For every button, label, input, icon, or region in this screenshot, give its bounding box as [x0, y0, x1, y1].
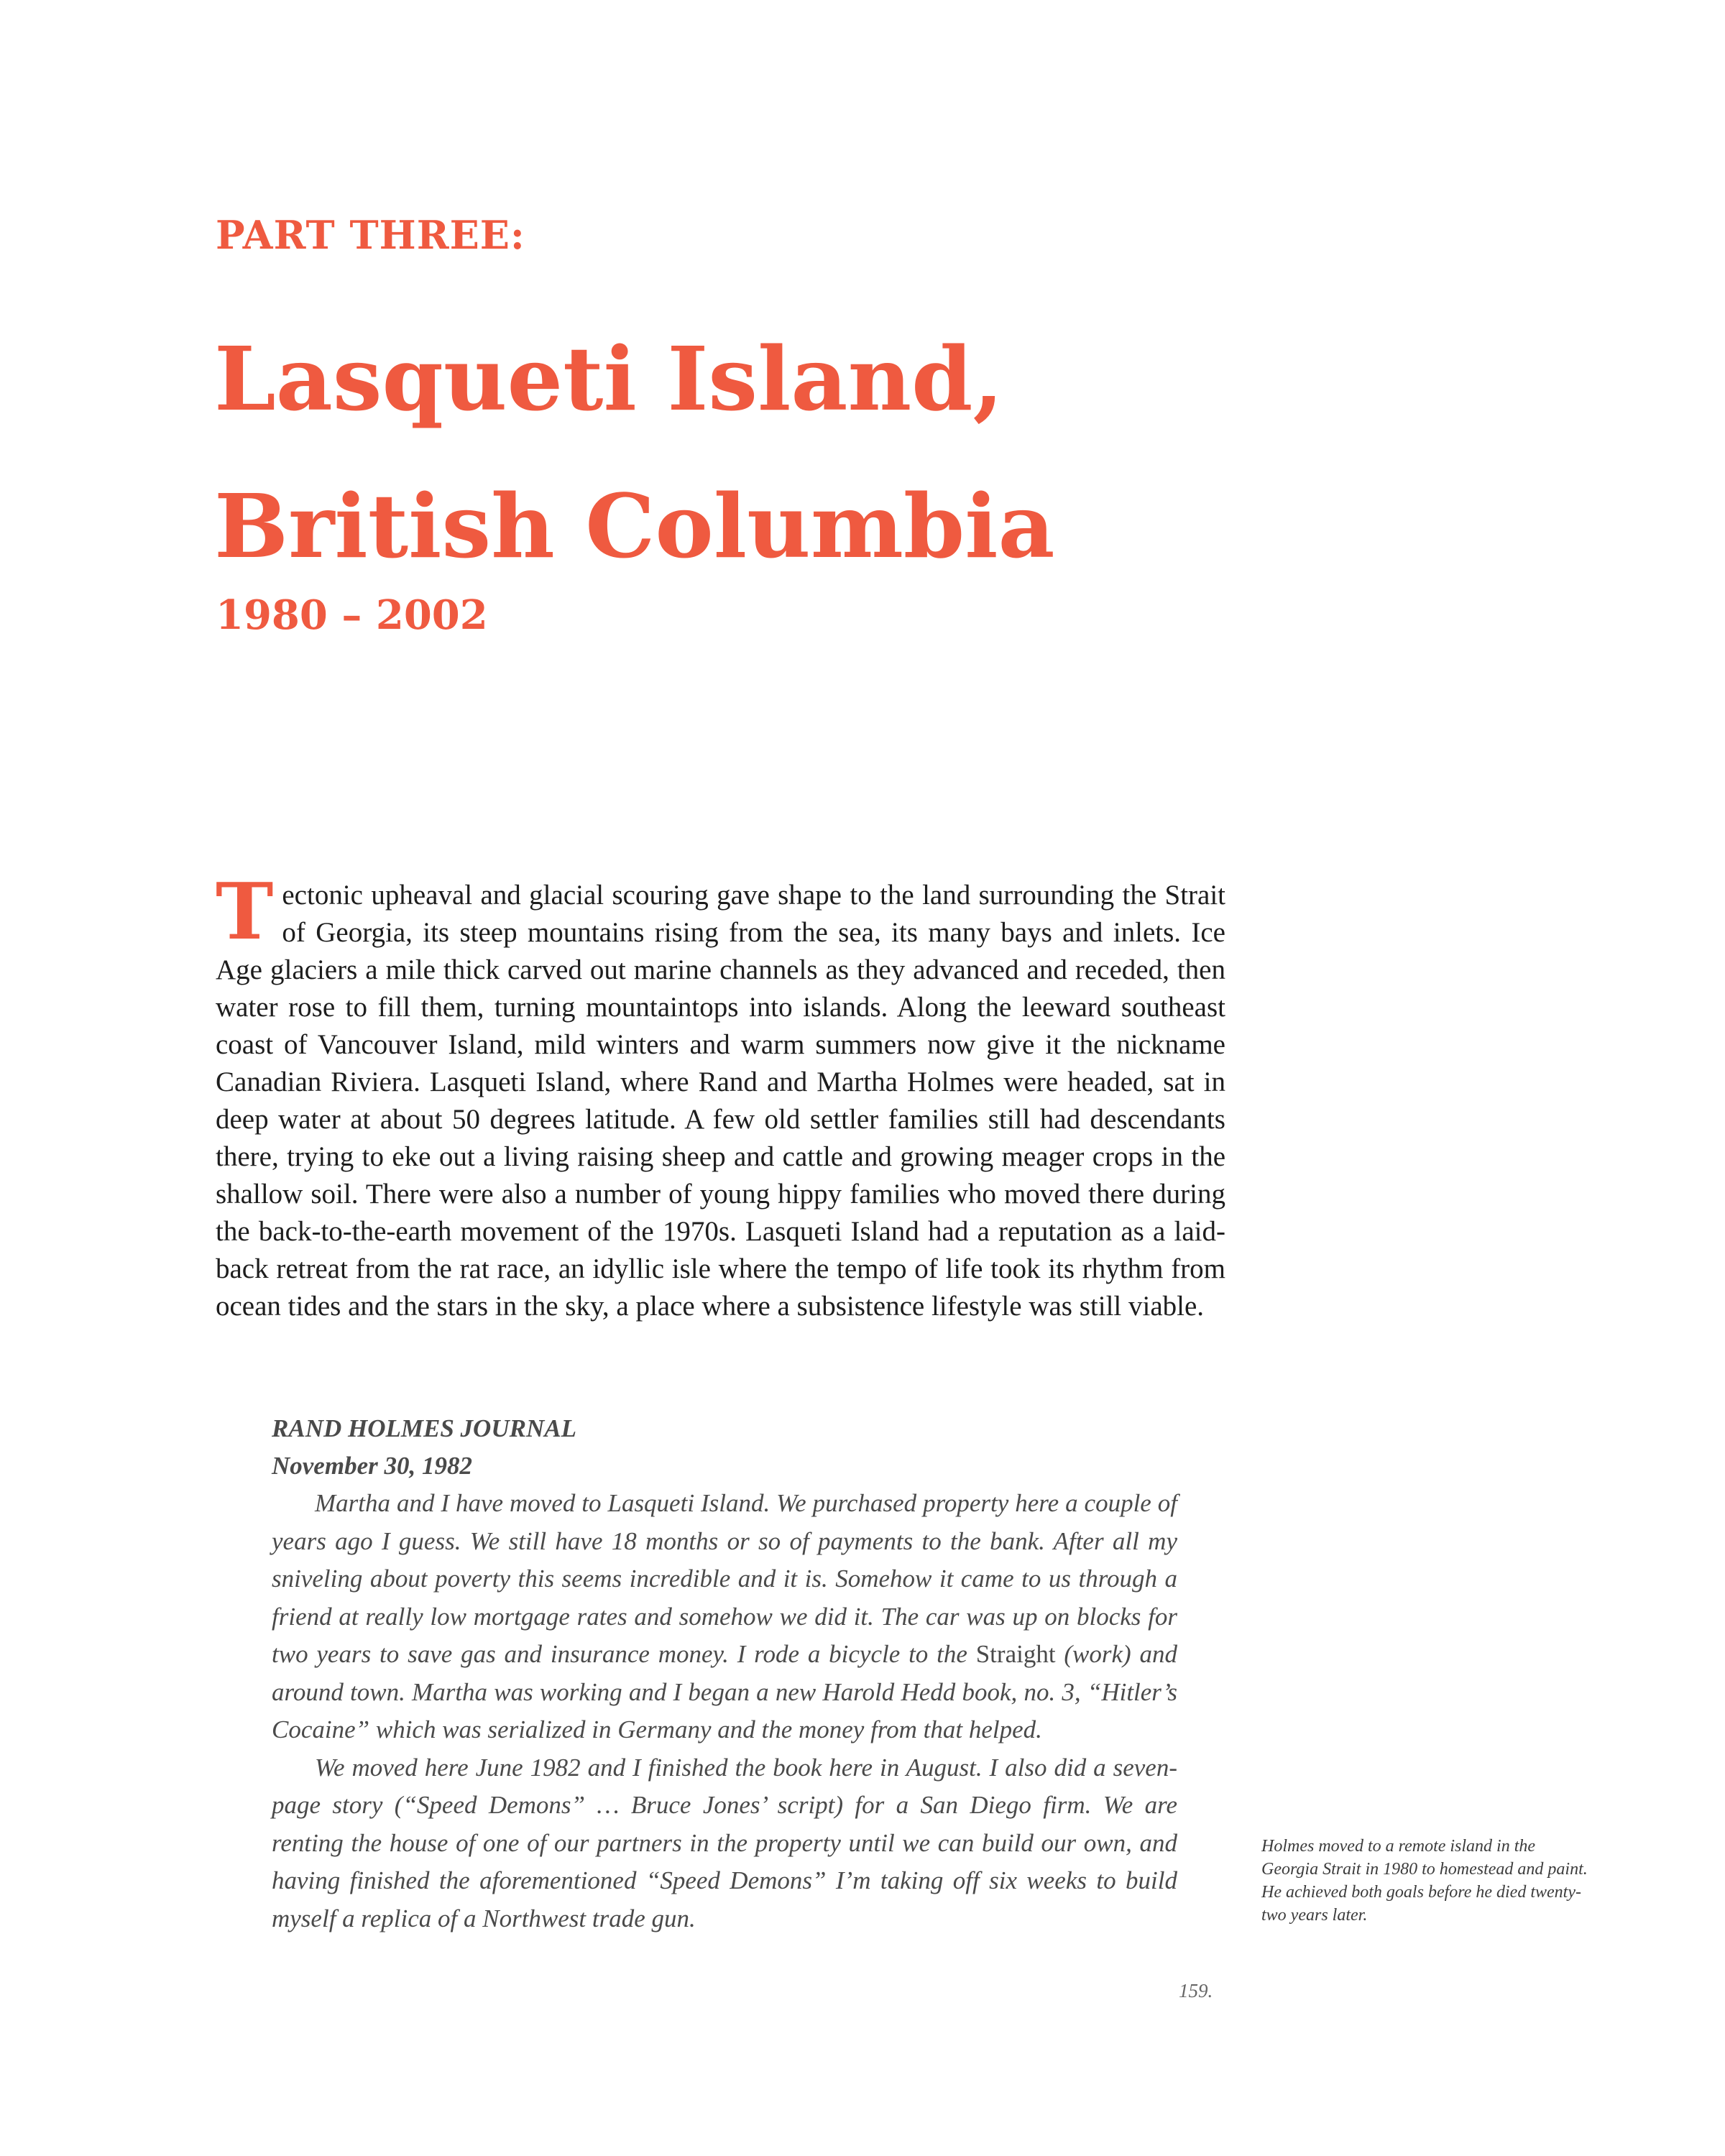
- intro-paragraph: [216, 867, 1225, 1325]
- journal-p1-text-b: (work) and around town. Martha was working and I began a new Harold Hedd book, no. 3, “Hitler’s Cocaine” which was serialized in Germany and the money from that helped.: [272, 1640, 1178, 1743]
- chapter-title-line-1: Lasqueti Island,: [214, 327, 1003, 430]
- page-number: 159.: [1179, 1980, 1213, 2001]
- journal-date: November 30, 1982: [272, 1452, 472, 1480]
- journal-heading: RAND HOLMES JOURNAL: [272, 1414, 576, 1442]
- journal-paragraph-1: [272, 1485, 1177, 1749]
- part-label: PART THREE:: [216, 212, 525, 258]
- journal-paragraph-2: We moved here June 1982 and I finished the book here in August. I also did a seven-page story (“Speed Demons” … Bruce Jones’ script) for a San Diego firm. We are renting the house of one of our partners in the property until we can build our own, and having finished the aforementioned “Speed Demons” I’m taking off six weeks to build myself a replica of a Northwest trade gun.: [272, 1753, 1177, 1932]
- journal-p1-text-a: Martha and I have moved to Lasqueti Island. We purchased property here a couple of years ago I guess. We still have 18 months or so of payments to the bank. After all my sniveling about poverty this seems incredible and it is. Somehow it came to us through a friend at really low mortgage rates and somehow we did it. The car was up on blocks for two years to save gas and insurance money. I rode a bicycle to the: [272, 1489, 1177, 1668]
- side-caption: Holmes moved to a remote island in the Georgia Strait in 1980 to homestead and paint. He achieved both goals before he died twenty-two years later.: [1261, 1837, 1588, 1925]
- drop-cap: T: [216, 867, 274, 957]
- journal-p1-roman-word: Straight: [975, 1640, 1056, 1668]
- chapter-years: 1980 – 2002: [216, 591, 488, 639]
- chapter-title-line-2: British Columbia: [214, 474, 1055, 578]
- chapter-title: [214, 305, 1508, 600]
- journal-excerpt: [272, 1410, 1177, 1938]
- intro-text: ectonic upheaval and glacial scouring gave shape to the land surrounding the Strait of Georgia, its steep mountains rising from the sea, its many bays and inlets. Ice Age glaciers a mile thick carved out marine channels as they advanced and receded, then water rose to fill them, turning mountaintops into islands. Along the leeward southeast coast of Vancouver Island, mild winters and warm summers now give it the nickname Canadian Riviera. Lasqueti Island, where Rand and Martha Holmes were headed, sat in deep water at about 50 degrees latitude. A few old settler families still had descendants there, trying to eke out a living raising sheep and cattle and growing meager crops in the shallow soil. There were also a number of young hippy families who moved there during the back-to-the-earth movement of the 1970s. Lasqueti Island had a reputation as a laid-back retreat from the rat race, an idyllic isle where the tempo of life took its rhythm from ocean tides and the stars in the sky, a place where a subsistence lifestyle was still viable.: [216, 880, 1225, 1322]
